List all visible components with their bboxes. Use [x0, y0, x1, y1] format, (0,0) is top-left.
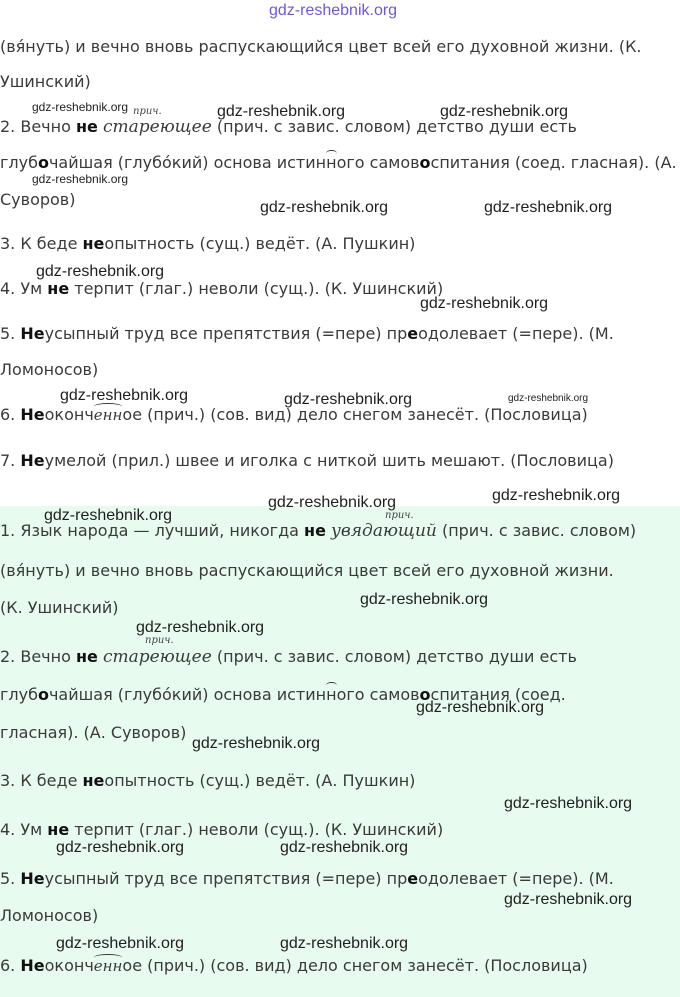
- bold-letter: е: [407, 869, 419, 888]
- text: терпит (глаг.) неволи (сущ.). (К. Ушинский): [69, 279, 444, 298]
- bold-letter: о: [37, 685, 49, 704]
- text: опытность (сущ.) ведёт. (А. Пушкин): [104, 771, 416, 790]
- top-line-4: [0, 153, 677, 173]
- watermark: gdz-reshebnik.org: [268, 494, 397, 511]
- watermark: gdz-reshebnik.org: [136, 619, 265, 636]
- bold-ne: не: [75, 117, 98, 136]
- arc-letters: енн: [93, 957, 123, 975]
- watermark: gdz-reshebnik.org: [44, 507, 173, 524]
- bottom-line-9: [0, 869, 614, 889]
- bold-letter: о: [419, 685, 431, 704]
- bold-ne: не: [82, 234, 105, 253]
- watermark: gdz-reshebnik.org: [360, 591, 489, 608]
- watermark: gdz-reshebnik.org: [217, 103, 346, 120]
- text: спитания (соед. гласная). (А.: [430, 153, 677, 172]
- watermark: gdz-reshebnik.org: [32, 172, 129, 186]
- top-line-7: [0, 279, 443, 299]
- watermark: gdz-reshebnik.org: [60, 387, 189, 404]
- annotation-prich: прич.: [133, 106, 162, 117]
- text: оконч: [44, 405, 94, 424]
- text: опытность (сущ.) ведёт. (А. Пушкин): [104, 234, 416, 253]
- text: 7.: [0, 451, 21, 470]
- bold-letter: е: [407, 324, 419, 343]
- text: 4. Ум: [0, 279, 48, 298]
- text: одолевает (=пере). (М.: [418, 869, 614, 888]
- text: усыпный труд все пре: [44, 869, 234, 888]
- watermark: gdz-reshebnik.org: [284, 391, 413, 408]
- text: 2. Вечно: [0, 117, 76, 136]
- text: 3. К беде: [0, 234, 83, 253]
- watermark: gdz-reshebnik.org: [280, 839, 409, 856]
- text: ого самов: [336, 685, 420, 704]
- text: 1. Язык народа — лучший, никогда: [0, 521, 305, 540]
- bold-ne: Не: [20, 324, 45, 343]
- text: 5.: [0, 869, 21, 888]
- arc-letters: енн: [93, 406, 123, 424]
- watermark: gdz-reshebnik.org: [420, 295, 549, 312]
- annotation-prich: прич.: [145, 635, 174, 646]
- text: спитания (соед.: [430, 685, 566, 704]
- text: Суворов): [0, 190, 76, 209]
- watermark: gdz-reshebnik.org: [440, 103, 569, 120]
- top-line-5: [0, 190, 75, 210]
- bottom-line-6: [0, 723, 186, 743]
- bold-ne: не: [82, 771, 105, 790]
- text: Ломоносов): [0, 906, 99, 925]
- text: (прич. с завис. словом): [436, 521, 637, 540]
- text: пятствия (=пере) пр: [233, 869, 408, 888]
- watermark: gdz-reshebnik.org: [416, 699, 545, 716]
- bold-ne: не: [75, 647, 98, 666]
- bold-ne: не: [304, 521, 326, 540]
- bottom-line-3: [0, 598, 119, 618]
- top-line-8: [0, 324, 614, 344]
- text: 3. К беде: [0, 771, 83, 790]
- text: глуб: [0, 685, 38, 704]
- text: (прич. с завис. словом) детство души есть: [211, 117, 577, 136]
- text: 4. Ум: [0, 820, 48, 839]
- text: Ломоносов): [0, 360, 99, 379]
- arc-letter: н: [326, 153, 337, 172]
- watermark: gdz-reshebnik.org: [32, 100, 129, 114]
- bottom-line-8: [0, 820, 443, 840]
- handwritten-word: увядающий: [331, 521, 437, 541]
- watermark: gdz-reshebnik.org: [492, 487, 621, 504]
- top-line-2: [0, 72, 91, 92]
- top-line-1: [0, 37, 642, 57]
- watermark: gdz-reshebnik.org: [36, 263, 165, 280]
- text: чайшая (глубо́кий) основа истин: [48, 153, 327, 172]
- text: (вя́нуть) и вечно вновь распускающийся цвет всей его духовной жизни. (К.: [0, 37, 642, 56]
- handwritten-word: стареющее: [102, 117, 212, 137]
- bold-ne: Не: [20, 869, 45, 888]
- watermark: gdz-reshebnik.org: [484, 199, 613, 216]
- watermark: gdz-reshebnik.org: [280, 935, 409, 952]
- watermark: gdz-reshebnik.org: [504, 891, 633, 908]
- text: оконч: [44, 956, 94, 975]
- text: ого самов: [336, 153, 420, 172]
- text: глуб: [0, 153, 38, 172]
- bottom-line-11: [0, 956, 588, 976]
- watermark: gdz-reshebnik.org: [192, 735, 321, 752]
- text: чайшая (глубо́кий) основа истин: [48, 685, 327, 704]
- watermark: gdz-reshebnik.org: [260, 199, 389, 216]
- bottom-line-2: [0, 561, 614, 581]
- text: терпит (глаг.) неволи (сущ.). (К. Ушинский): [69, 820, 444, 839]
- text: умелой (прил.) швее и иголка с ниткой шить мешают. (Пословица): [44, 451, 614, 470]
- bold-ne: Не: [20, 956, 45, 975]
- text: ое (прич.) (сов. вид) дело снегом занесёт. (Пословица): [122, 405, 588, 424]
- top-line-11: [0, 451, 614, 471]
- watermark: gdz-reshebnik.org: [56, 839, 185, 856]
- text: 6.: [0, 956, 21, 975]
- handwritten-word: стареющее: [102, 647, 212, 667]
- watermark: gdz-reshebnik.org: [269, 2, 398, 19]
- arc-letter: н: [326, 685, 337, 704]
- top-line-6: [0, 234, 415, 254]
- annotation-prich: прич.: [385, 510, 414, 521]
- text: 5.: [0, 324, 21, 343]
- bottom-line-7: [0, 771, 415, 791]
- text: (прич. с завис. словом) детство души есть: [211, 647, 577, 666]
- watermark: gdz-reshebnik.org: [508, 393, 589, 404]
- text: одолевает (=пере). (М.: [418, 324, 614, 343]
- text: ое (прич.) (сов. вид) дело снегом занесёт. (Пословица): [122, 956, 588, 975]
- bold-ne: не: [47, 279, 70, 298]
- text: 6.: [0, 405, 21, 424]
- watermark: gdz-reshebnik.org: [56, 935, 185, 952]
- bold-ne: не: [47, 820, 70, 839]
- text: 2. Вечно: [0, 647, 76, 666]
- text: усыпный труд все пре: [44, 324, 234, 343]
- text: (К. Ушинский): [0, 598, 119, 617]
- bold-ne: Не: [20, 451, 45, 470]
- bold-letter: о: [37, 153, 49, 172]
- text: (вя́нуть) и вечно вновь распускающийся цвет всей его духовной жизни.: [0, 561, 614, 580]
- text: пятствия (=пере) пр: [233, 324, 408, 343]
- bottom-line-10: [0, 906, 98, 926]
- top-line-9: [0, 360, 98, 380]
- text: Ушинский): [0, 72, 91, 91]
- watermark: gdz-reshebnik.org: [504, 795, 633, 812]
- text: гласная). (А. Суворов): [0, 723, 187, 742]
- bold-ne: Не: [20, 405, 45, 424]
- bottom-line-4: [0, 647, 577, 667]
- bold-letter: о: [419, 153, 431, 172]
